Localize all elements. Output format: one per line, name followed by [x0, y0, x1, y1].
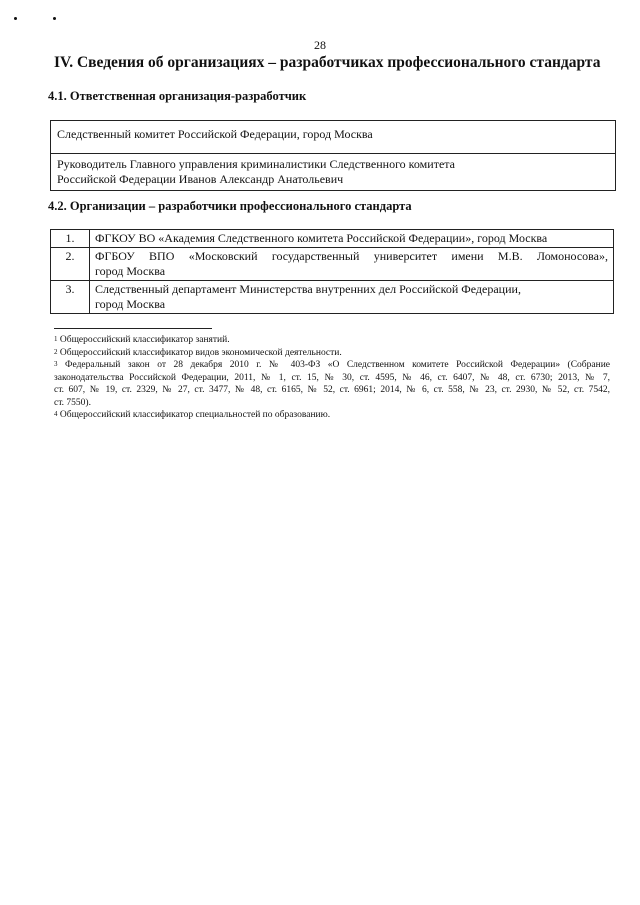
table-row [51, 281, 614, 314]
responsible-org-head-line-1: Руководитель Главного управления криминалистики Следственного комитета [57, 157, 455, 171]
section-title: IV. Сведения об организациях – разработчиках профессионального стандарта [54, 54, 601, 71]
footnote-mark: 1 [54, 335, 58, 343]
developer-orgs-table [50, 229, 614, 314]
row-number: 2. [51, 248, 90, 281]
footnote-mark: 2 [54, 347, 58, 356]
page-number: 28 [314, 38, 326, 52]
scan-speck [53, 17, 56, 20]
responsible-org-name: Следственный комитет Российской Федерации, город Москва [57, 127, 373, 141]
footnote-mark: 3 [54, 360, 58, 368]
footnote-line-4: ст. 7550). [54, 397, 91, 408]
footnote-line-1 [54, 359, 610, 372]
org-cell [90, 281, 614, 314]
scan-speck [14, 17, 17, 20]
org-line-1: ФГБОУ ВПО «Московский государственный университет имени М.В. Ломоносова», [95, 249, 608, 263]
row-number: 1. [51, 230, 90, 248]
footnote-text: Общероссийский классификатор занятий. [59, 335, 230, 345]
footnote-text: Федеральный закон от 28 декабря 2010 г. № 403-ФЗ «О Следственном комитете Российской Федерации» (Собрание [65, 360, 610, 370]
org-line-2: город Москва [95, 264, 166, 278]
footnote-4 [54, 409, 610, 422]
footnotes [54, 334, 610, 422]
row-number: 3. [51, 281, 90, 314]
org-cell [90, 248, 614, 281]
responsible-org-name-row [51, 121, 615, 154]
responsible-org-head-row [51, 154, 615, 191]
org-line-1: Следственный департамент Министерства внутренних дел Российской Федерации, [95, 282, 521, 296]
footnote-2 [54, 347, 610, 360]
footnote-3 [54, 359, 610, 409]
footnote-mark: 4 [54, 410, 58, 418]
table-row [51, 248, 614, 281]
org-line-1: ФГКОУ ВО «Академия Следственного комитета Российской Федерации», город Москва [95, 231, 548, 245]
footnote-text: Общероссийский классификатор видов экономической деятельности. [59, 347, 342, 358]
org-line-2: город Москва [95, 297, 166, 311]
footnote-text: Общероссийский классификатор специальностей по образованию. [59, 410, 331, 420]
developer-orgs-heading: 4.2. Организации – разработчики профессионального стандарта [48, 199, 412, 213]
footnote-1 [54, 334, 610, 347]
responsible-org-box [50, 120, 616, 191]
footnote-line-3: ст. 607, № 19, ст. 2329, № 27, ст. 3477, № 48, ст. 6165, № 52, ст. 6961; 2014, № 6, ст. 558, № 23, ст. 2930, № 52, ст. 7542, [54, 385, 610, 395]
footnote-divider [54, 328, 212, 329]
table-row [51, 230, 614, 248]
responsible-org-heading: 4.1. Ответственная организация-разработчик [48, 89, 307, 103]
org-cell [90, 230, 614, 248]
responsible-org-head-line-2: Российской Федерации Иванов Александр Анатольевич [57, 172, 344, 186]
footnote-line-2: законодательства Российской Федерации, 2011, № 1, ст. 15, № 30, ст. 4595, № 46, ст. 6407, № 48, ст. 6730; 2013, № 7, [54, 372, 610, 383]
